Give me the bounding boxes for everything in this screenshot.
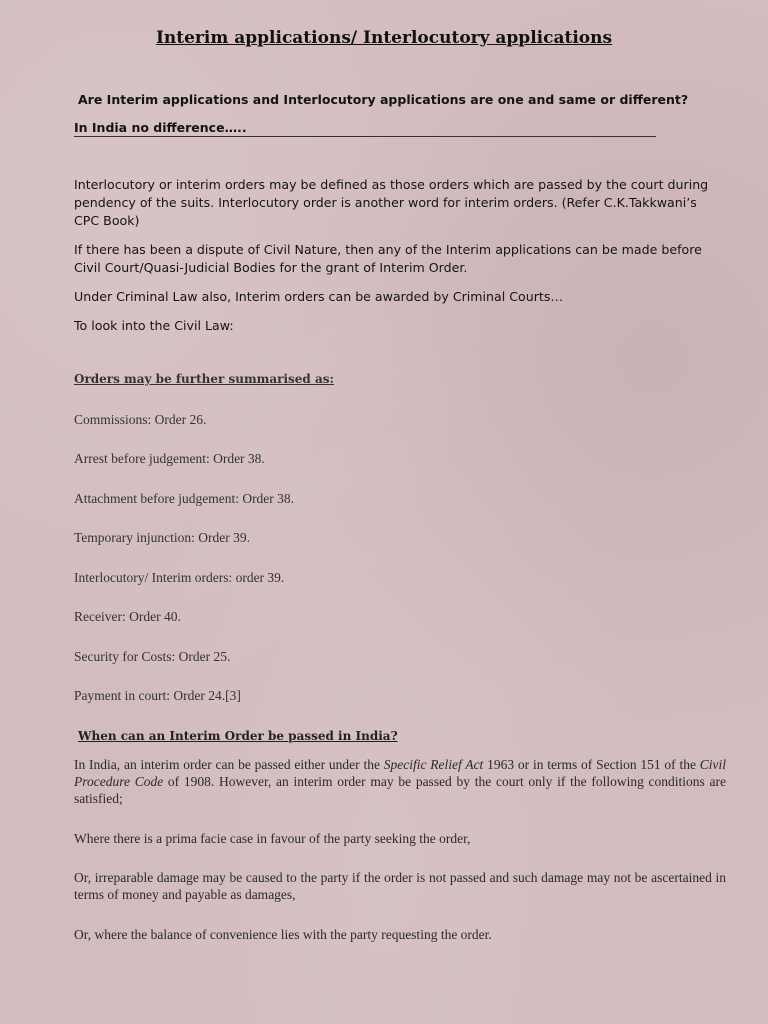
condition-prima-facie: Where there is a prima facie case in favour of the party seeking the order, (74, 831, 471, 846)
document-title: Interim applications/ Interlocutory applications (155, 28, 613, 48)
order-item: Commissions: Order 26. (74, 412, 207, 427)
when-text-3: of 1908. However, an interim order may be passed by the court only if the following conditions are satisfied; (74, 774, 726, 806)
order-item: Arrest before judgement: Order 38. (74, 451, 265, 466)
paragraph-civil-nature: If there has been a dispute of Civil Nature, then any of the Interim applications can be made before Civil Court/Quasi-Judicial Bodies for the grant of Interim Order. (74, 242, 702, 275)
when-text-1: In India, an interim order can be passed either under the (74, 757, 384, 772)
order-item: Interlocutory/ Interim orders: order 39. (74, 570, 285, 585)
when-text-2: 1963 or in terms of Section 151 of the (483, 757, 700, 772)
order-item: Security for Costs: Order 25. (74, 649, 231, 664)
india-answer: In India no difference….. (74, 120, 656, 137)
civil-procedure-code: Civil Procedure Code (74, 757, 726, 789)
specific-relief-act: Specific Relief Act (383, 757, 484, 772)
when-heading: When can an Interim Order be passed in India? (78, 729, 398, 743)
order-item: Receiver: Order 40. (74, 609, 181, 624)
when-paragraph (74, 756, 726, 807)
order-item: Attachment before judgement: Order 38. (74, 491, 295, 506)
order-item: Payment in court: Order 24.[3] (74, 688, 241, 703)
paragraph-civil-law: To look into the Civil Law: (74, 318, 234, 333)
orders-heading: Orders may be further summarised as: (74, 372, 334, 386)
order-item: Temporary injunction: Order 39. (74, 530, 251, 545)
condition-balance-of-convenience: Or, where the balance of convenience lies with the party requesting the order. (74, 927, 492, 942)
condition-irreparable-damage: Or, irreparable damage may be caused to the party if the order is not passed and such damage may not be ascertained in terms of money and payable as damages, (74, 870, 726, 902)
paragraph-criminal-law: Under Criminal Law also, Interim orders can be awarded by Criminal Courts… (74, 289, 564, 304)
question-line: Are Interim applications and Interlocutory applications are one and same or different? (78, 92, 689, 107)
paragraph-definition: Interlocutory or interim orders may be defined as those orders which are passed by the court during pendency of the suits. Interlocutory order is another word for interim orders. (Refer C.K.Takkwani’s CPC Book) (74, 177, 709, 228)
